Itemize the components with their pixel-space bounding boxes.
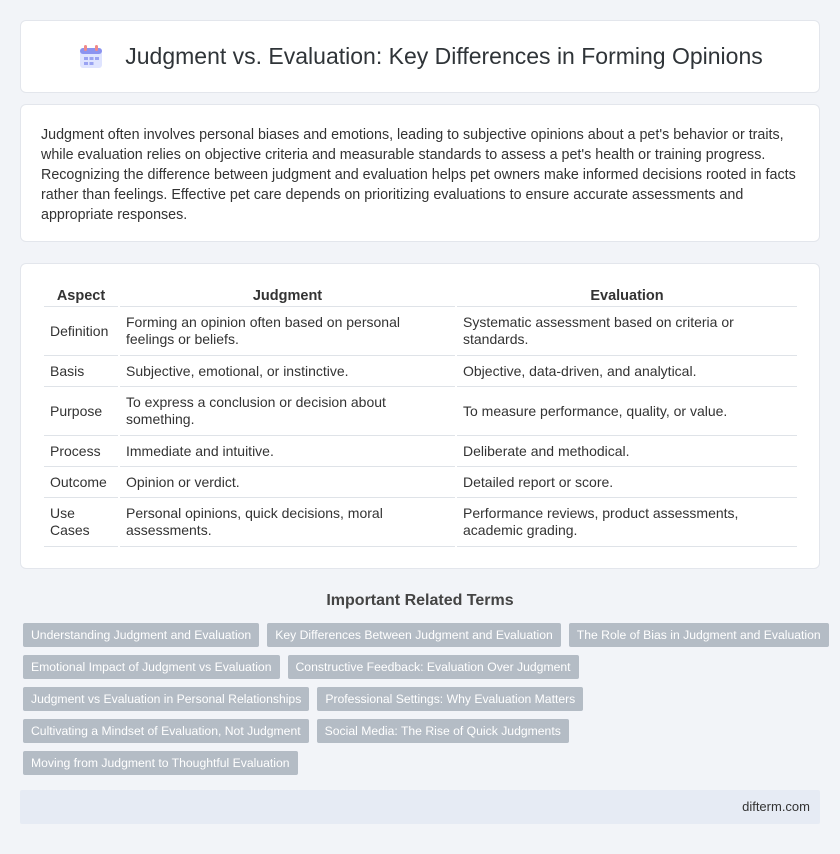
cell-evaluation: Detailed report or score. <box>457 467 797 498</box>
footer <box>20 790 820 824</box>
table-header-row <box>44 284 797 307</box>
cell-aspect: Use Cases <box>44 498 118 547</box>
intro-paragraph: Judgment often involves personal biases and emotions, leading to subjective opinions about a pet's behavior or traits, while evaluation relies on objective criteria and measurable standards to assess a pet's health or training progress. Recognizing the difference between judgment and evaluation helps pet owners make informed decisions rooted in facts rather than feelings. Effective pet care depends on prioritizing evaluations to ensure accurate assessments and appropriate responses. <box>41 127 796 223</box>
related-term-tag[interactable]: Key Differences Between Judgment and Evaluation <box>267 623 561 647</box>
table-row <box>44 387 797 436</box>
header-card <box>20 20 820 93</box>
cell-evaluation: Deliberate and methodical. <box>457 436 797 467</box>
header-aspect: Aspect <box>44 284 118 307</box>
cell-evaluation: Systematic assessment based on criteria or standards. <box>457 307 797 356</box>
table-row <box>44 307 797 356</box>
header-evaluation: Evaluation <box>457 284 797 307</box>
related-term-tag[interactable]: Moving from Judgment to Thoughtful Evaluation <box>23 751 298 775</box>
footer-site-link[interactable]: difterm.com <box>742 799 810 814</box>
cell-aspect: Purpose <box>44 387 118 436</box>
calendar-icon <box>77 43 105 71</box>
cell-aspect: Definition <box>44 307 118 356</box>
cell-aspect: Basis <box>44 356 118 387</box>
cell-evaluation: Objective, data-driven, and analytical. <box>457 356 797 387</box>
cell-judgment: Opinion or verdict. <box>120 467 455 498</box>
related-terms-title: Important Related Terms <box>326 592 514 609</box>
related-term-tag[interactable]: Cultivating a Mindset of Evaluation, Not Judgment <box>23 719 309 743</box>
related-term-tag[interactable]: Understanding Judgment and Evaluation <box>23 623 259 647</box>
cell-judgment: Personal opinions, quick decisions, moral assessments. <box>120 498 455 547</box>
related-term-tag[interactable]: The Role of Bias in Judgment and Evaluation <box>569 623 829 647</box>
page-title: Judgment vs. Evaluation: Key Differences in Forming Opinions <box>125 43 763 69</box>
table-row <box>44 436 797 467</box>
related-terms-list <box>23 623 823 783</box>
cell-judgment: Subjective, emotional, or instinctive. <box>120 356 455 387</box>
comparison-table-card <box>20 263 820 569</box>
related-term-tag[interactable]: Professional Settings: Why Evaluation Matters <box>317 687 583 711</box>
comparison-table <box>42 284 799 547</box>
cell-aspect: Process <box>44 436 118 467</box>
table-row <box>44 467 797 498</box>
table-row <box>44 356 797 387</box>
related-term-tag[interactable]: Emotional Impact of Judgment vs Evaluation <box>23 655 280 679</box>
cell-judgment: To express a conclusion or decision about something. <box>120 387 455 436</box>
table-row <box>44 498 797 547</box>
intro-card <box>20 104 820 242</box>
cell-evaluation: Performance reviews, product assessments, academic grading. <box>457 498 797 547</box>
cell-judgment: Forming an opinion often based on personal feelings or beliefs. <box>120 307 455 356</box>
related-term-tag[interactable]: Social Media: The Rise of Quick Judgments <box>317 719 569 743</box>
related-term-tag[interactable]: Judgment vs Evaluation in Personal Relationships <box>23 687 309 711</box>
header-judgment: Judgment <box>120 284 455 307</box>
cell-aspect: Outcome <box>44 467 118 498</box>
cell-evaluation: To measure performance, quality, or value. <box>457 387 797 436</box>
related-term-tag[interactable]: Constructive Feedback: Evaluation Over Judgment <box>288 655 579 679</box>
cell-judgment: Immediate and intuitive. <box>120 436 455 467</box>
